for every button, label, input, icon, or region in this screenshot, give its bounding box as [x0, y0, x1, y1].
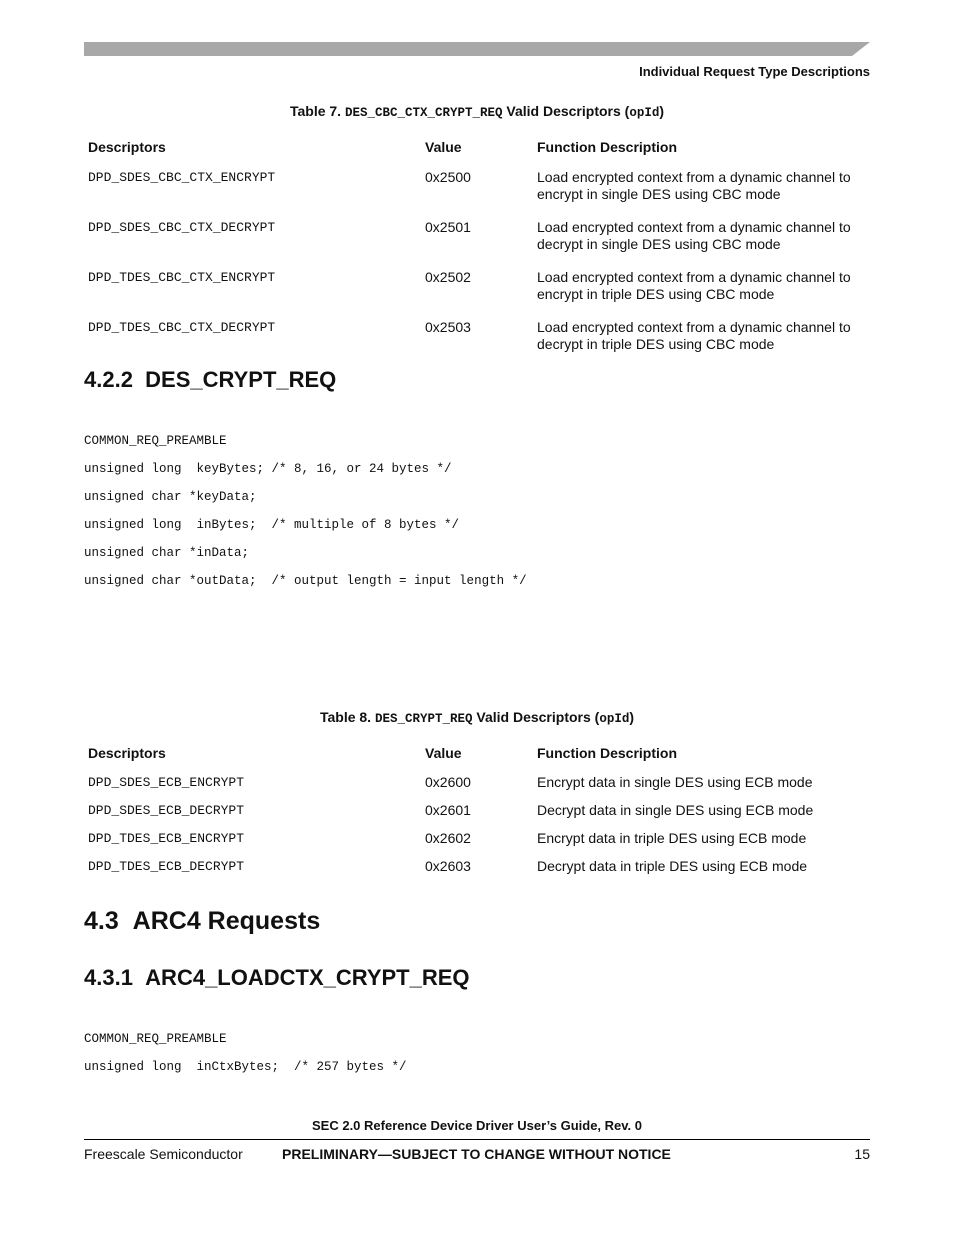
- code-block-des-crypt-req: [84, 427, 527, 595]
- table-row: [84, 798, 870, 826]
- code-line: unsigned long keyBytes; /* 8, 16, or 24 bytes */: [84, 462, 452, 476]
- description-cell: Load encrypted context from a dynamic channel to decrypt in triple DES using CBC mode: [537, 319, 851, 352]
- section-43-heading: [84, 907, 320, 936]
- value-cell: 0x2502: [425, 269, 471, 285]
- description-cell: Load encrypted context from a dynamic channel to encrypt in single DES using CBC mode: [537, 169, 851, 202]
- code-line: unsigned char *outData; /* output length = input length */: [84, 574, 527, 588]
- code-line: COMMON_REQ_PREAMBLE: [84, 1032, 227, 1046]
- code-line: unsigned char *keyData;: [84, 490, 257, 504]
- table8-col-function: Function Description: [537, 745, 677, 761]
- descriptor-cell: DPD_SDES_CBC_CTX_DECRYPT: [88, 220, 276, 235]
- table-row: [84, 264, 870, 314]
- section-422-heading: [84, 367, 336, 393]
- descriptor-cell: DPD_SDES_ECB_DECRYPT: [88, 803, 245, 818]
- table7-caption-mid: Valid Descriptors (: [506, 103, 630, 119]
- footer-doc-title: SEC 2.0 Reference Device Driver User’s Guide, Rev. 0: [312, 1118, 642, 1133]
- code-line: unsigned long inBytes; /* multiple of 8 bytes */: [84, 518, 460, 532]
- descriptor-cell: DPD_TDES_CBC_CTX_DECRYPT: [88, 320, 276, 335]
- table-row: [84, 214, 870, 264]
- table-row: [84, 826, 870, 854]
- section-431-heading: [84, 965, 470, 991]
- section-title: ARC4_LOADCTX_CRYPT_REQ: [145, 965, 470, 990]
- descriptor-cell: DPD_SDES_ECB_ENCRYPT: [88, 775, 245, 790]
- table7-header-row: [84, 139, 870, 164]
- description-cell: Encrypt data in triple DES using ECB mode: [537, 830, 807, 846]
- section-number: 4.3.1: [84, 965, 133, 990]
- value-cell: 0x2602: [425, 830, 471, 846]
- section-title: ARC4 Requests: [132, 907, 321, 935]
- value-cell: 0x2603: [425, 858, 471, 874]
- header-bar: [84, 42, 870, 56]
- descriptor-cell: DPD_SDES_CBC_CTX_ENCRYPT: [88, 170, 276, 185]
- code-line: unsigned char *inData;: [84, 546, 250, 560]
- running-head: Individual Request Type Descriptions: [639, 64, 870, 79]
- descriptor-cell: DPD_TDES_CBC_CTX_ENCRYPT: [88, 270, 276, 285]
- description-cell: Encrypt data in single DES using ECB mode: [537, 774, 813, 790]
- table8-caption-prefix: Table 8.: [319, 709, 372, 725]
- table7-caption: [84, 103, 870, 120]
- descriptor-cell: DPD_TDES_ECB_ENCRYPT: [88, 831, 245, 846]
- section-number: 4.2.2: [84, 367, 133, 392]
- table-row: [84, 164, 870, 215]
- value-cell: 0x2501: [425, 219, 471, 235]
- table7-caption-suffix: ): [659, 103, 665, 119]
- page-number: 15: [854, 1146, 870, 1162]
- code-line: unsigned long inCtxBytes; /* 257 bytes */: [84, 1060, 407, 1074]
- code-block-arc4-loadctx: [84, 1025, 407, 1081]
- description-cell: Decrypt data in single DES using ECB mode: [537, 802, 814, 818]
- footer-rule: [84, 1139, 870, 1140]
- table7-caption-code2: opId: [629, 106, 660, 120]
- value-cell: 0x2500: [425, 169, 471, 185]
- section-number: 4.3: [84, 907, 119, 935]
- table-row: [84, 854, 870, 882]
- table-row: [84, 770, 870, 799]
- table8-caption: [84, 709, 870, 726]
- table7-col-value: Value: [425, 139, 462, 155]
- value-cell: 0x2503: [425, 319, 471, 335]
- table-row: [84, 314, 870, 364]
- table8-caption-suffix: ): [629, 709, 635, 725]
- table8-caption-mid: Valid Descriptors (: [476, 709, 600, 725]
- footer-notice: PRELIMINARY—SUBJECT TO CHANGE WITHOUT NOTICE: [282, 1146, 671, 1162]
- description-cell: Load encrypted context from a dynamic channel to encrypt in triple DES using CBC mode: [537, 269, 851, 302]
- table7-caption-code: DES_CBC_CTX_CRYPT_REQ: [344, 106, 503, 120]
- table8-caption-code2: opId: [599, 712, 630, 726]
- footer-company: Freescale Semiconductor: [84, 1146, 243, 1162]
- table8-col-value: Value: [425, 745, 462, 761]
- table7: [84, 139, 870, 364]
- descriptor-cell: DPD_TDES_ECB_DECRYPT: [88, 859, 245, 874]
- section-title: DES_CRYPT_REQ: [145, 367, 337, 392]
- value-cell: 0x2601: [425, 802, 471, 818]
- table8-caption-code: DES_CRYPT_REQ: [374, 712, 473, 726]
- value-cell: 0x2600: [425, 774, 471, 790]
- table8-header-row: [84, 745, 870, 770]
- description-cell: Decrypt data in triple DES using ECB mode: [537, 858, 808, 874]
- table8: [84, 745, 870, 882]
- table7-caption-prefix: Table 7.: [289, 103, 342, 119]
- table7-col-descriptors: Descriptors: [88, 139, 166, 155]
- description-cell: Load encrypted context from a dynamic channel to decrypt in single DES using CBC mode: [537, 219, 851, 252]
- code-line: COMMON_REQ_PREAMBLE: [84, 434, 227, 448]
- table7-col-function: Function Description: [537, 139, 677, 155]
- table8-col-descriptors: Descriptors: [88, 745, 166, 761]
